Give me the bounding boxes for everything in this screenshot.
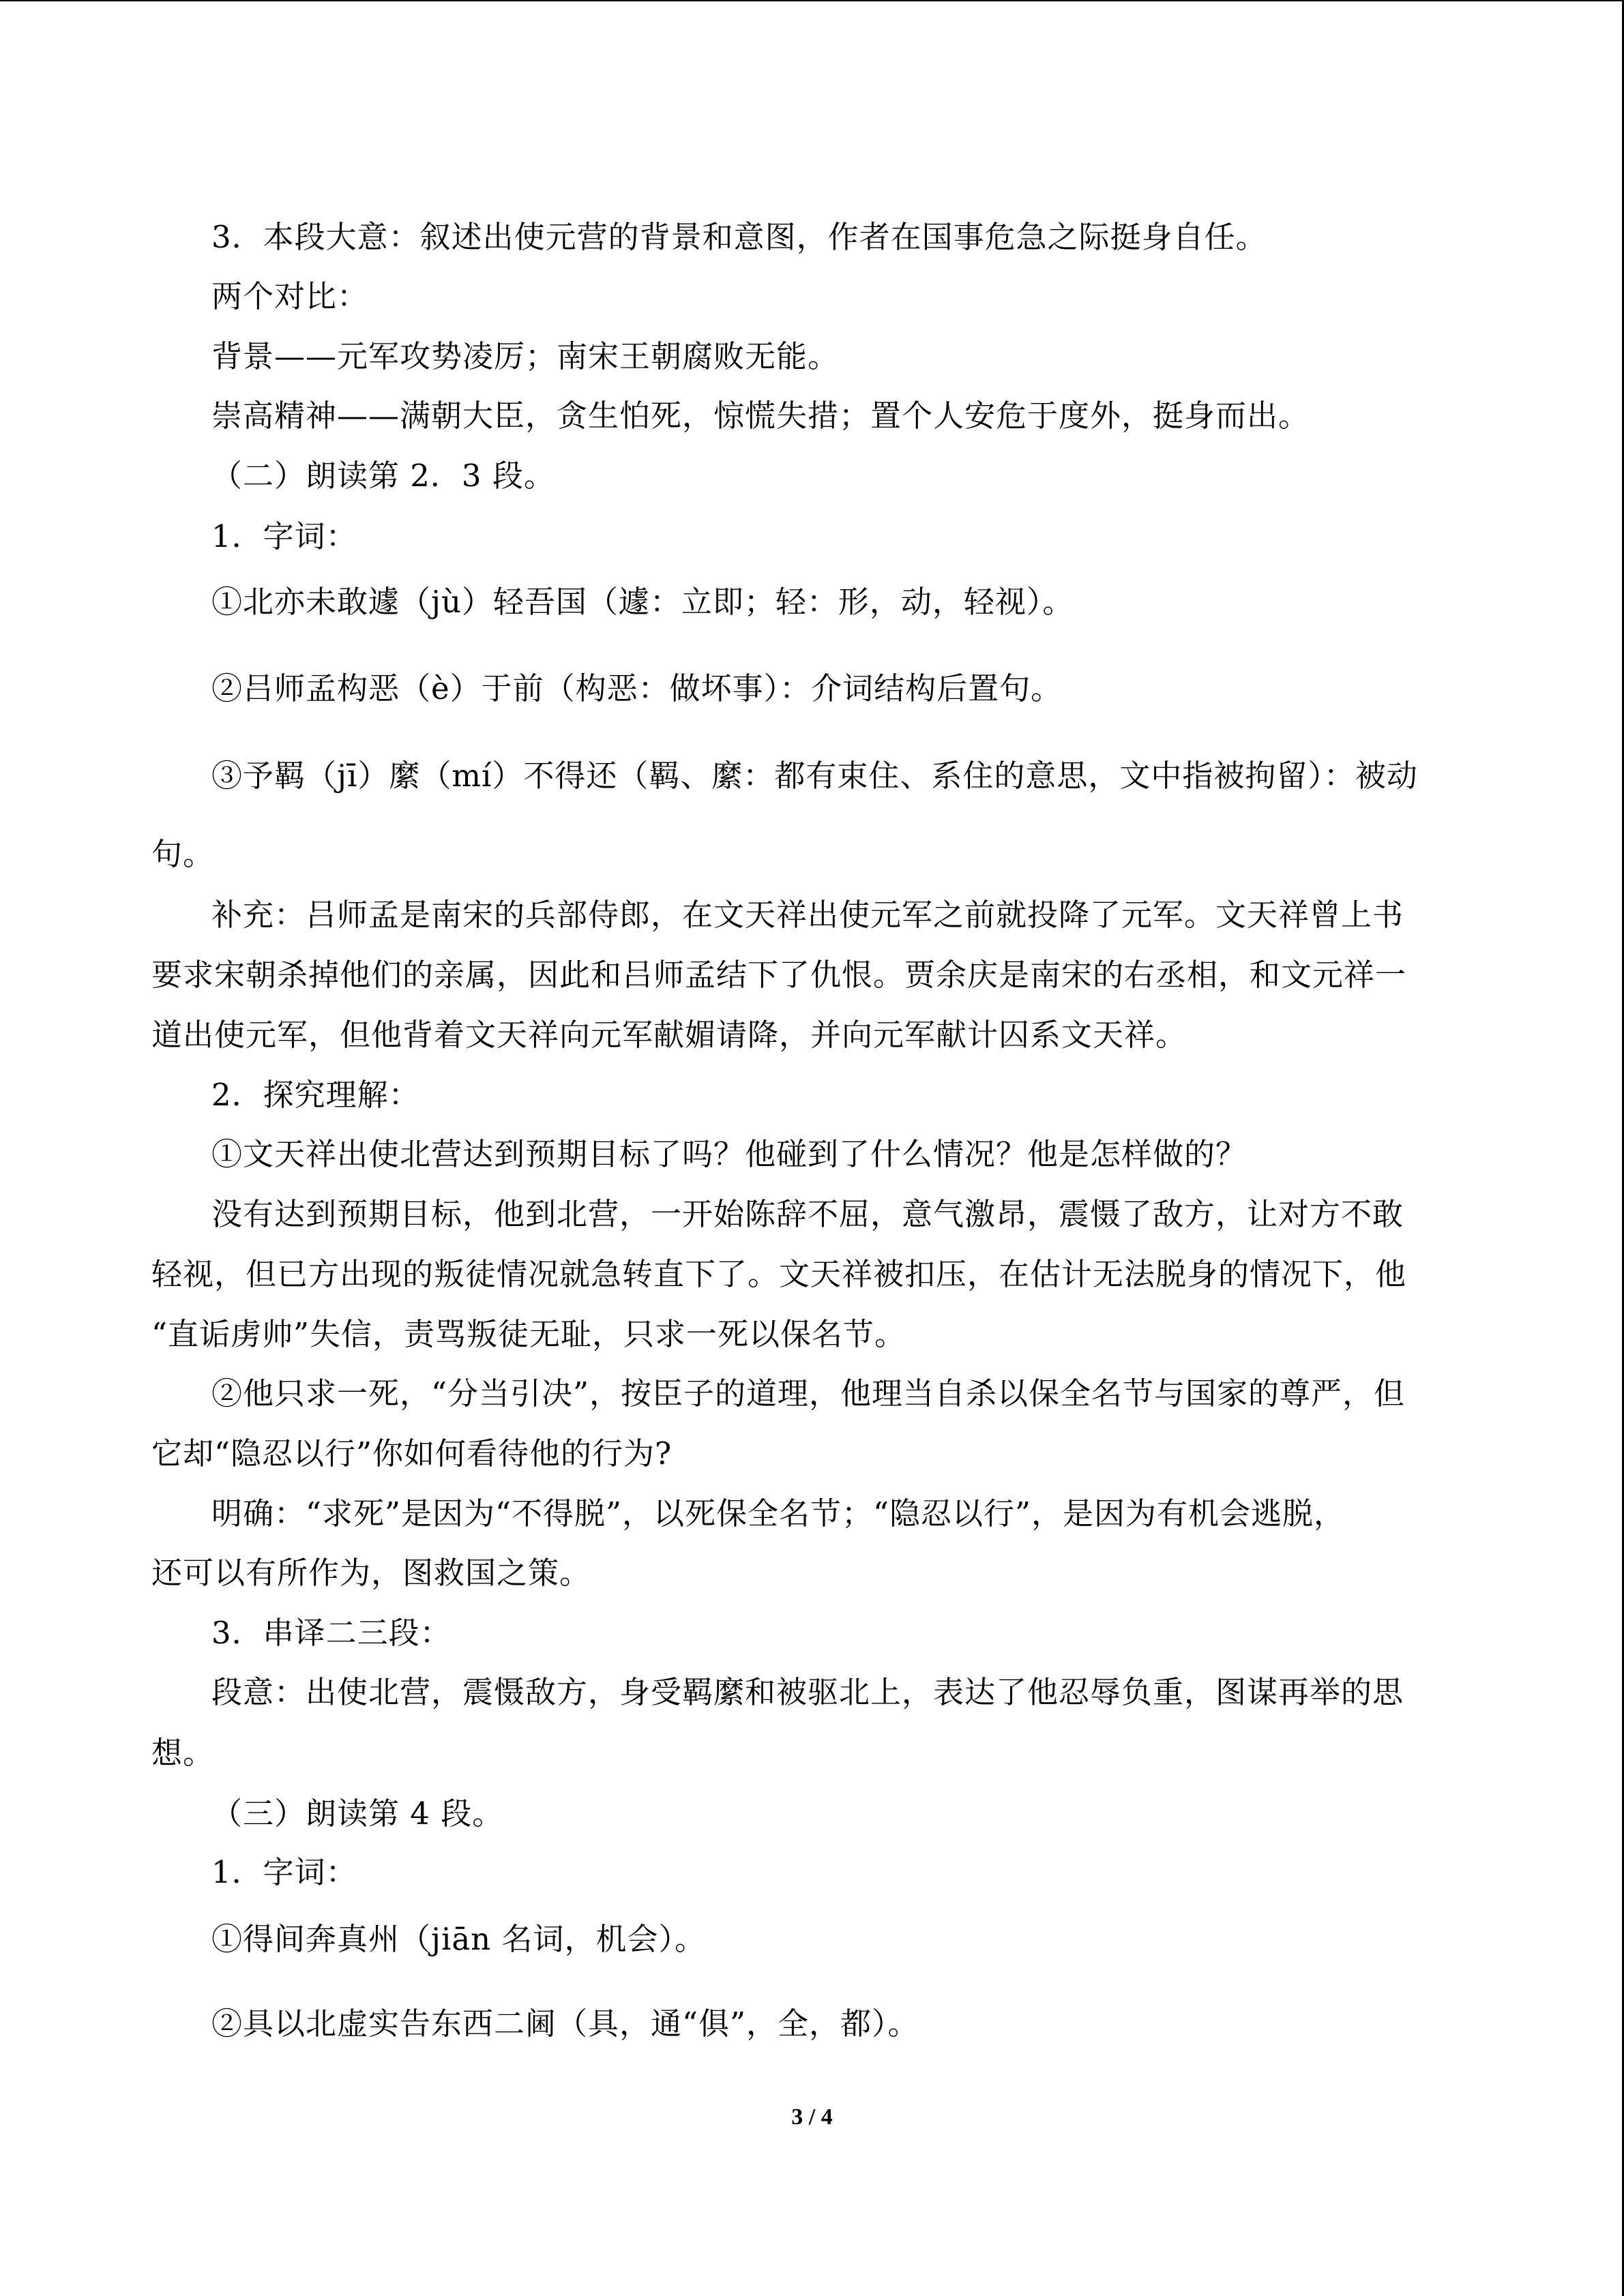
paragraph-line: 段意：出使北营，震慑敌方，身受羁縻和被驱北上，表达了他忍辱负重，图谋再举的思 [211,1674,1404,1710]
paragraph-line: 道出使元军，但他背着文天祥向元军献媚请降，并向元军献计囚系文天祥。 [151,1017,1187,1053]
page-number: 3 / 4 [791,2104,833,2130]
paragraph-line: 要求宋朝杀掉他们的亲属，因此和吕师孟结下了仇恨。贾余庆是南宋的右丞相，和文元祥一 [151,957,1407,993]
subsection-heading: 1．字词： [211,518,357,554]
paragraph-line: 背景——元军攻势凌厉；南宋王朝腐败无能。 [211,338,840,374]
paragraph-line: 还可以有所作为，图救国之策。 [151,1555,591,1591]
paragraph-line: 3．本段大意：叙述出使元营的背景和意图，作者在国事危急之际挺身自任。 [211,219,1267,255]
paragraph-line: “直诟虏帅”失信，责骂叛徒无耻，只求一死以保名节。 [151,1316,906,1352]
paragraph-line: 两个对比： [211,278,369,314]
paragraph-line: ①北亦未敢遽（jù）轻吾国（遽：立即；轻：形，动，轻视）。 [211,584,1074,620]
paragraph-line: 想。 [151,1735,215,1771]
paragraph-line: ②他只求一死，“分当引决”，按臣子的道理，他理当自杀以保全名节与国家的尊严，但 [211,1375,1406,1412]
subsection-heading: 3．串译二三段： [211,1615,452,1651]
section-heading: （二）朗读第 2．3 段。 [211,458,555,494]
paragraph-line: 它却“隐忍以行”你如何看待他的行为? [151,1435,673,1472]
paragraph-line: 明确：“求死”是因为“不得脱”，以死保全名节；“隐忍以行”，是因为有机会逃脱， [211,1495,1346,1532]
paragraph-line: ②具以北虚实告东西二阃（具，通“俱”，全，都）。 [211,2006,919,2042]
paragraph-line: 轻视，但已方出现的叛徒情况就急转直下了。文天祥被扣压，在估计无法脱身的情况下，他 [151,1256,1407,1292]
paragraph-line: ③予羁（jī）縻（mí）不得还（羁、縻：都有束住、系住的意思，文中指被拘留）：被动 [211,758,1418,794]
paragraph-line: 没有达到预期目标，他到北营，一开始陈辞不屈，意气激昂，震慑了敌方，让对方不敢 [211,1196,1404,1232]
subsection-heading: 2．探究理解： [211,1077,420,1113]
paragraph-line: 补充：吕师孟是南宋的兵部侍郎，在文天祥出使元军之前就投降了元军。文天祥曾上书 [211,897,1404,933]
paragraph-line: ①得间奔真州（jiān 名词，机会）。 [211,1921,706,1957]
paragraph-line: 句。 [151,836,215,872]
page-border-top [0,0,1624,1]
subsection-heading: 1．字词： [211,1854,357,1890]
section-heading: （三）朗读第 4 段。 [211,1795,504,1832]
paragraph-line: 崇高精神——满朝大臣，贪生怕死，惊慌失措；置个人安危于度外，挺身而出。 [211,398,1310,434]
paragraph-line: ②吕师孟构恶（è）于前（构恶：做坏事）：介词结构后置句。 [211,670,1063,706]
paragraph-line: ①文天祥出使北营达到预期目标了吗？他碰到了什么情况？他是怎样做的？ [211,1136,1247,1172]
